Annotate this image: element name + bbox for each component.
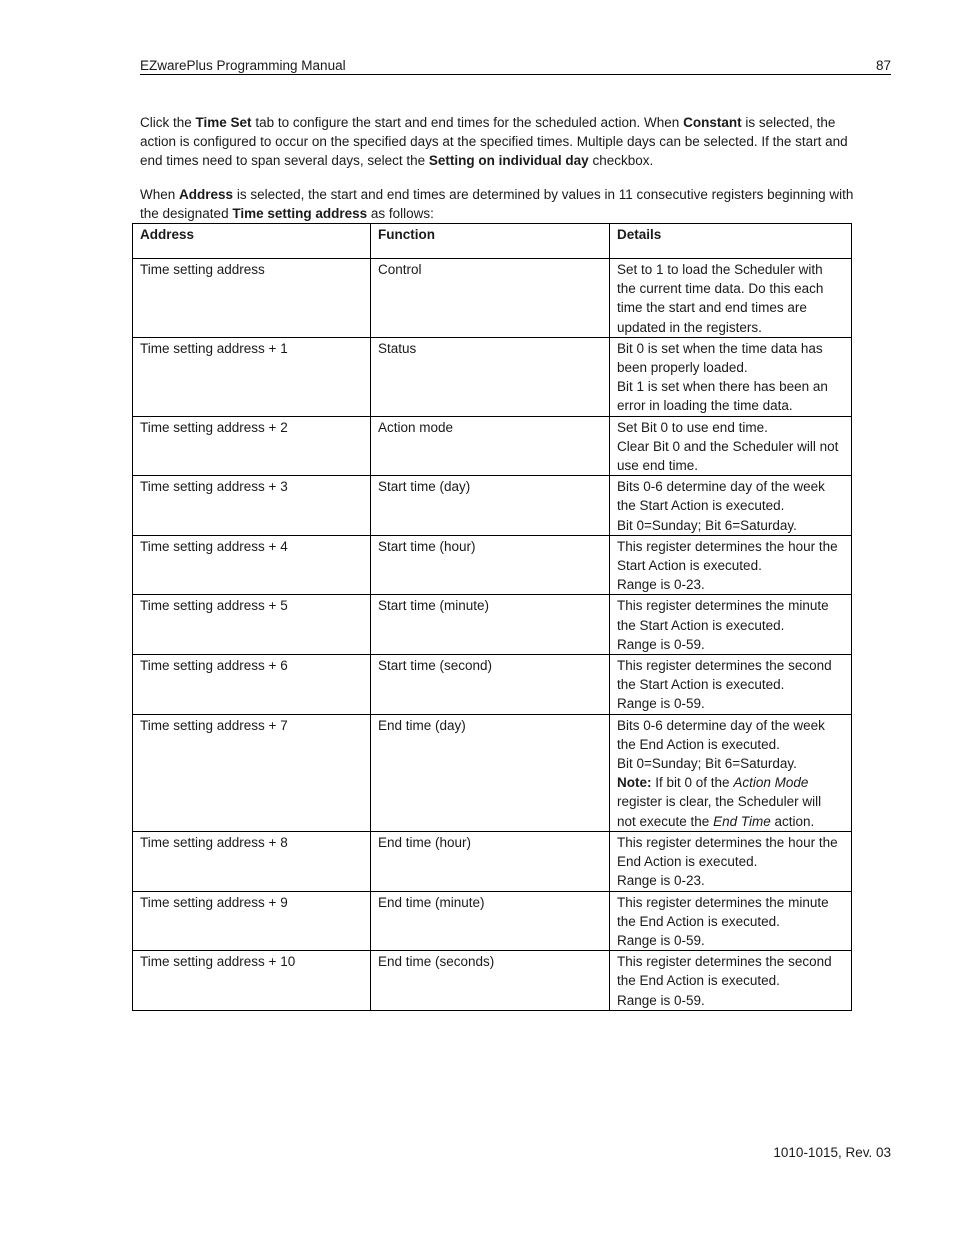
- cell-function: End time (day): [371, 714, 610, 831]
- text-run: tab to configure the start and end times for the scheduled action. When: [251, 115, 684, 130]
- cell-function: End time (minute): [371, 891, 610, 951]
- cell-details: [610, 337, 852, 416]
- cell-details: [610, 891, 852, 951]
- table-row: [133, 831, 852, 891]
- cell-details: [610, 951, 852, 1011]
- page-number: 87: [875, 58, 891, 73]
- cell-details: [610, 831, 852, 891]
- time-set-term: Time Set: [195, 115, 252, 130]
- cell-details: [610, 259, 852, 338]
- table-row: [133, 595, 852, 655]
- header-address: Address: [133, 224, 371, 259]
- table-row: [133, 535, 852, 595]
- detail-line: Clear Bit 0 and the Scheduler will not use end time.: [617, 438, 839, 474]
- intro-paragraph-time-set: [140, 113, 854, 170]
- time-setting-register-table: [132, 223, 852, 1011]
- detail-line: Set Bit 0 to use end time.: [617, 419, 768, 435]
- detail-line: Bit 0=Sunday; Bit 6=Saturday.: [617, 756, 797, 772]
- end-time-term: End Time: [713, 813, 771, 829]
- detail-line: This register determines the minute the Start Action is executed.: [617, 598, 829, 633]
- text-run: Click the: [140, 115, 196, 130]
- detail-note: [617, 773, 843, 831]
- constant-term: Constant: [683, 115, 742, 130]
- detail-line: Bit 1 is set when there has been an error in loading the time data.: [617, 379, 828, 414]
- cell-address: Time setting address + 10: [133, 951, 371, 1011]
- cell-function: End time (seconds): [371, 951, 610, 1011]
- detail-line: Range is 0-59.: [617, 992, 705, 1008]
- detail-line: Bits 0-6 determine day of the week the End Action is executed.: [617, 717, 825, 752]
- detail-line: Bit 0 is set when the time data has been properly loaded.: [617, 340, 823, 376]
- text-run: If bit 0 of the: [651, 775, 734, 791]
- text-run: as follows:: [367, 206, 434, 221]
- cell-details: [610, 476, 852, 536]
- detail-line: Range is 0-59.: [617, 636, 705, 652]
- document-number: 1010-1015, Rev. 03: [773, 1145, 891, 1160]
- table-row: [133, 259, 852, 338]
- cell-function: Start time (minute): [371, 595, 610, 655]
- detail-line: Range is 0-59.: [617, 696, 705, 712]
- table-row: [133, 337, 852, 416]
- detail-line: This register determines the second the Start Action is executed.: [617, 658, 832, 693]
- cell-function: Status: [371, 337, 610, 416]
- time-setting-address-term: Time setting address: [232, 206, 368, 221]
- header-function: Function: [371, 224, 610, 259]
- detail-line: This register determines the second the End Action is executed.: [617, 954, 832, 989]
- cell-details: [610, 535, 852, 595]
- cell-details: [610, 655, 852, 715]
- cell-function: Start time (hour): [371, 535, 610, 595]
- header-details: Details: [610, 224, 852, 259]
- action-mode-term: Action Mode: [733, 775, 809, 791]
- intro-paragraph-address: [140, 185, 854, 223]
- text-run: register is clear, the Scheduler will not execute the: [617, 794, 822, 829]
- detail-line: Range is 0-59.: [617, 932, 705, 948]
- detail-line: This register determines the hour the Start Action is executed.: [617, 538, 838, 574]
- detail-line: Set to 1 to load the Scheduler with the current time data. Do this each time the start and end times are updated in the registers.: [617, 262, 824, 335]
- text-run: is selected, the start and end times are determined by values in 11 consecutive registers beginning with the designated: [140, 187, 854, 221]
- table-row: [133, 476, 852, 536]
- cell-address: Time setting address + 9: [133, 891, 371, 951]
- table-header-row: [133, 224, 852, 259]
- cell-address: Time setting address + 4: [133, 535, 371, 595]
- detail-line: This register determines the hour the End Action is executed.: [617, 834, 838, 870]
- cell-function: Action mode: [371, 416, 610, 476]
- table-row: [133, 655, 852, 715]
- table-row: [133, 714, 852, 831]
- cell-address: Time setting address + 3: [133, 476, 371, 536]
- cell-function: End time (hour): [371, 831, 610, 891]
- table-row: [133, 891, 852, 951]
- page-header: [140, 57, 891, 75]
- cell-details: [610, 595, 852, 655]
- detail-line: Bits 0-6 determine day of the week the Start Action is executed.: [617, 479, 825, 514]
- individual-day-term: Setting on individual day: [428, 153, 589, 168]
- cell-address: Time setting address + 8: [133, 831, 371, 891]
- cell-address: Time setting address + 6: [133, 655, 371, 715]
- cell-address: Time setting address + 7: [133, 714, 371, 831]
- text-run: is selected, the action is configured to occur on the specified days at the specified times. Multiple days can be selected. If the start and end times need to span several days, select the: [140, 115, 848, 168]
- cell-address: Time setting address + 2: [133, 416, 371, 476]
- detail-line: This register determines the minute the End Action is executed.: [617, 894, 829, 929]
- cell-address: Time setting address + 1: [133, 337, 371, 416]
- cell-function: Start time (day): [371, 476, 610, 536]
- table-row: [133, 951, 852, 1011]
- cell-address: Time setting address: [133, 259, 371, 338]
- note-label: Note:: [617, 775, 652, 791]
- detail-line: Range is 0-23.: [617, 577, 705, 593]
- cell-function: Start time (second): [371, 655, 610, 715]
- text-run: checkbox.: [588, 153, 654, 168]
- cell-details: [610, 714, 852, 831]
- detail-line: Bit 0=Sunday; Bit 6=Saturday.: [617, 517, 797, 533]
- cell-details: [610, 416, 852, 476]
- cell-function: Control: [371, 259, 610, 338]
- table-row: [133, 416, 852, 476]
- detail-line: Range is 0-23.: [617, 873, 705, 889]
- manual-title: EZwarePlus Programming Manual: [140, 58, 346, 73]
- address-term: Address: [179, 187, 234, 202]
- cell-address: Time setting address + 5: [133, 595, 371, 655]
- text-run: When: [140, 187, 180, 202]
- text-run: action.: [770, 813, 815, 829]
